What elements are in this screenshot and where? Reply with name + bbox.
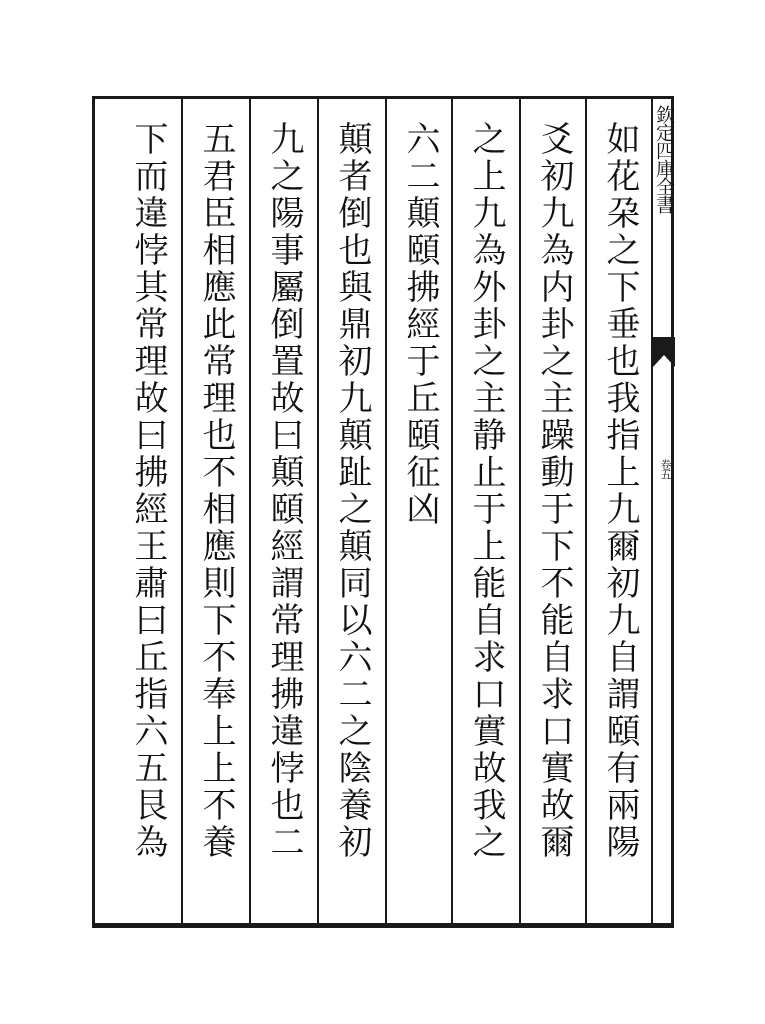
text-column-7: 五君臣相應此常理也不相應則下不奉上上不養 [196,121,236,861]
text-column-2: 爻初九為内卦之主躁動于下不能自求口實故爾 [534,121,574,861]
text-column-3: 之上九為外卦之主静止于上能自求口實故我之 [466,121,506,861]
text-column-1: 如花朶之下垂也我指上九爾初九自謂頤有兩陽 [600,121,640,861]
fishtail-mark-icon [653,337,675,367]
banxin-title: 欽定四庫全書 [653,105,675,213]
page-frame [92,96,674,928]
text-column-5: 顛者倒也與鼎初九顛趾之顛同以六二之陰養初 [332,121,372,861]
text-column-6: 九之陽事屬倒置故曰顛頤經謂常理拂違悖也二 [264,121,304,861]
banxin-volume: 卷五 [659,459,672,479]
text-column-8: 下而違悖其常理故曰拂經王肅曰丘指六五艮為 [128,121,168,861]
text-column-4: 六二顛頤拂經于丘頤征凶 [400,121,440,528]
